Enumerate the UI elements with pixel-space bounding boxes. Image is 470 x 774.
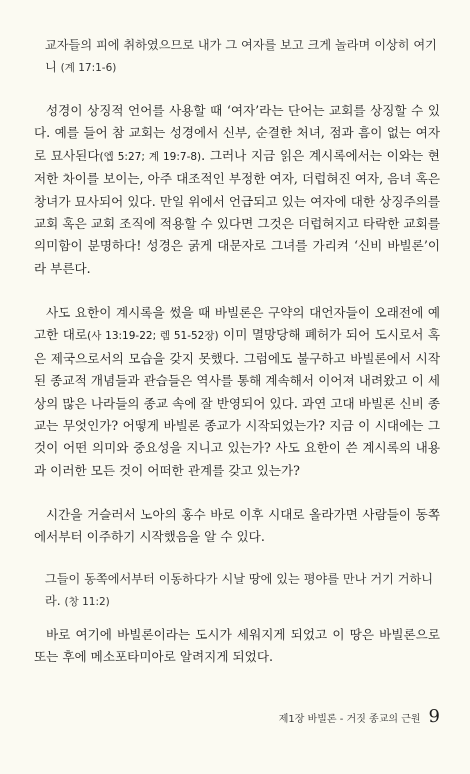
quote-reference: (창 11:2) bbox=[64, 596, 110, 608]
body-paragraph-babylon-founding bbox=[34, 624, 440, 669]
body-paragraph-migration bbox=[34, 504, 440, 549]
paragraph-text-part-b: . 그러나 지금 읽은 계시록에서는 이와는 현저한 차이를 보이는, 아주 대조적인 부정한 여자, 더럽혀진 여자, 음녀 혹은 창녀가 묘사되어 있다. 만일 위에서 언급되고 있는 여자에 대한 상징주의를 교회 혹은 교회 조직에 적용할 수 있다면 그것은 더럽혀지고 타락한 교회를 의미함이 분명하다! 성경은 굵게 대문자로 그녀를 가리켜 ‘신비 바빌론’이라 부른다. bbox=[34, 147, 440, 276]
quote-text: 교자들의 피에 취하였으므로 내가 그 여자를 보고 크게 놀라며 이상히 여기니 bbox=[45, 38, 437, 74]
body-paragraph-woman-symbol bbox=[34, 100, 440, 280]
running-head: 제1장 바빌론 - 거짓 종교의 근원 bbox=[278, 714, 421, 725]
paragraph-text-part-b: 이미 멸망당해 폐허가 되어 도시로서 혹은 제국으로서의 모습을 갖지 못했다. 그럼에도 불구하고 바빌론에서 시작된 종교적 개념들과 관습들은 역사를 통해 계속해서 이어져 내려왔고 이 세상의 많은 나라들의 종교 속에 잘 반영되어 있다. 과연 고대 바빌론 신비 종교는 무엇인가? 어떻게 바빌론 종교가 시작되었는가? 지금 이 시대에는 그것이 어떤 의미와 중요성을 지니고 있는가? 사도 요한이 쓴 계시록의 내용과 이러한 모든 것이 어떠한 관계를 갖고 있는가? bbox=[34, 327, 440, 478]
page-footer bbox=[279, 706, 440, 727]
paragraph-text: 바로 여기에 바빌론이라는 도시가 세워지게 되었고 이 땅은 바빌론으로 또는 후에 메소포타미아로 알려지게 되었다. bbox=[34, 627, 440, 665]
scripture-quote-genesis bbox=[45, 568, 437, 613]
paragraph-text-part-a: 성경이 상징적 언어를 사용할 때 ‘여자’라는 단어는 교회를 상징할 수 있다. 예를 들어 참 교회는 성경에서 신부, 순결한 처녀, 점과 흠이 없는 여자로 묘사된다 bbox=[34, 103, 440, 163]
paragraph-text: 시간을 거슬러서 노아의 홍수 바로 이후 시대로 올라가면 사람들이 동쪽에서부터 이주하기 시작했음을 알 수 있다. bbox=[34, 507, 440, 545]
scripture-quote-revelation bbox=[45, 34, 437, 79]
quote-text: 그들이 동쪽에서부터 이동하다가 시날 땅에 있는 평야를 만나 거기 거하니라. bbox=[45, 572, 434, 608]
inline-reference: (사 13:19-22; 렘 51-52장) bbox=[87, 330, 219, 343]
page-number: 9 bbox=[428, 706, 440, 727]
body-paragraph-babylon-history bbox=[34, 302, 440, 482]
paragraph-text-part-a: 사도 요한이 계시록을 썼을 때 바빌론은 구약의 대언자들이 오래전에 예고한 대로 bbox=[34, 305, 440, 343]
quote-reference: (계 17:1-6) bbox=[60, 62, 117, 74]
inline-reference: (엡 5:27; 계 19:7-8) bbox=[99, 150, 202, 163]
